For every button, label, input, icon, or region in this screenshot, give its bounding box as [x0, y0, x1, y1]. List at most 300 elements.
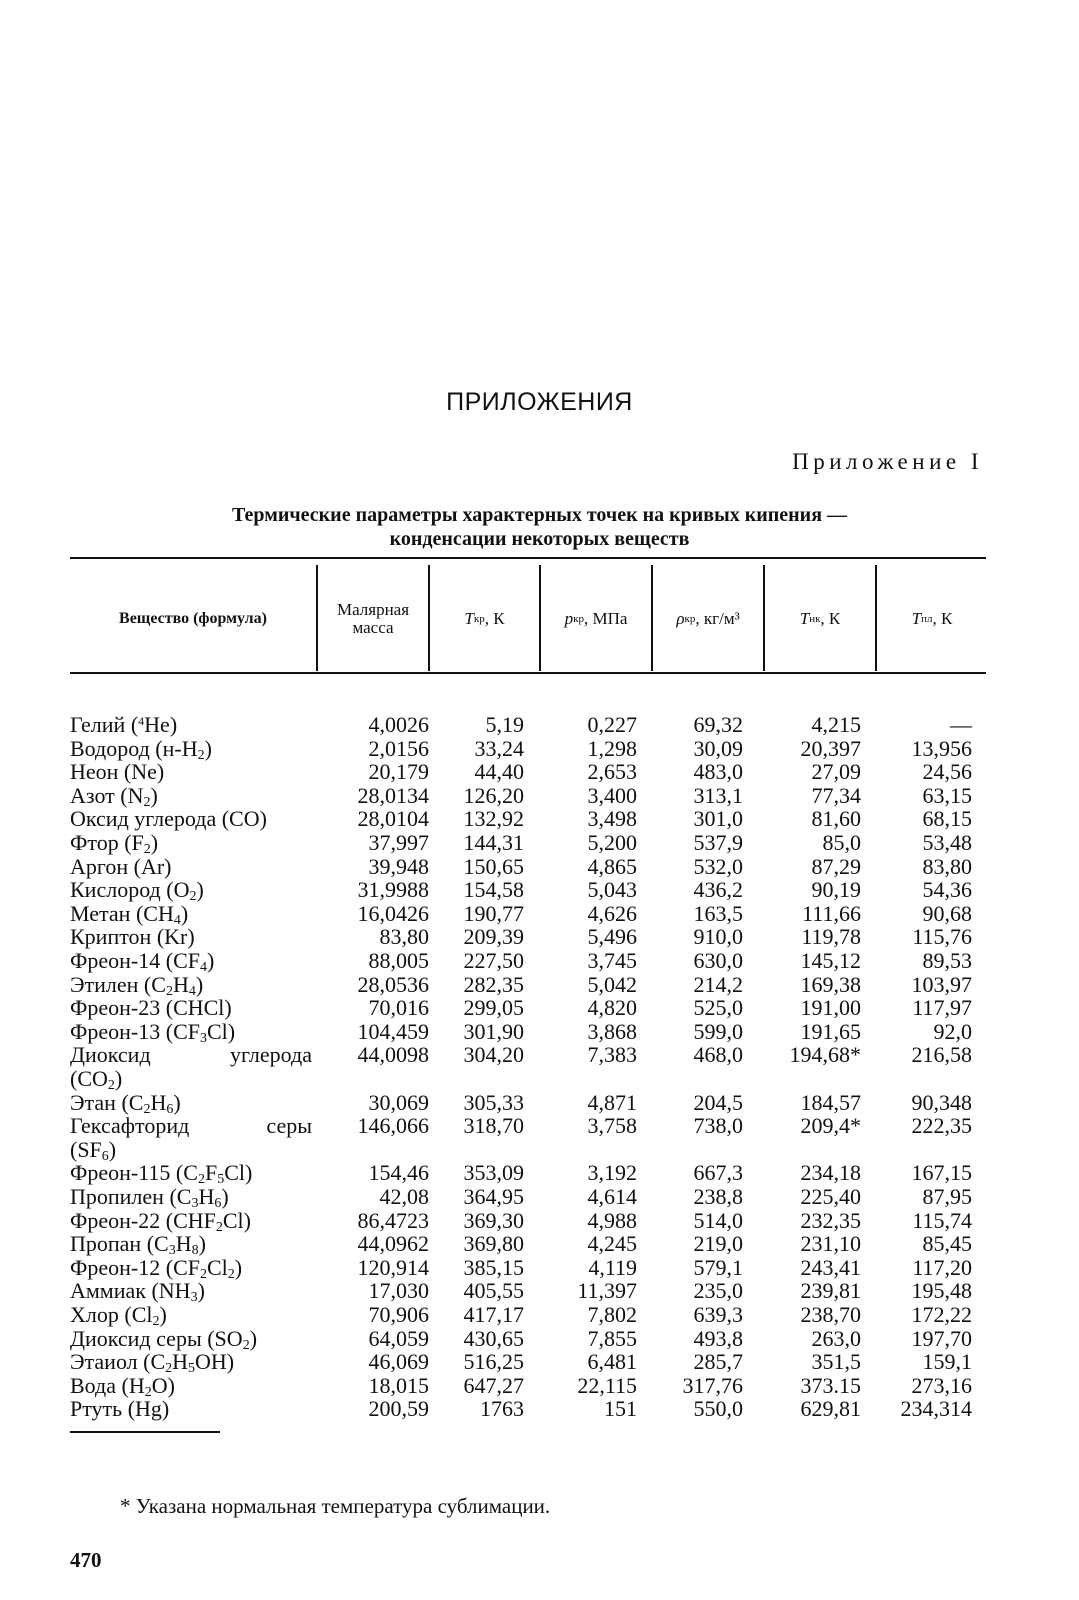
cell-p-cr: 4,245 — [587, 1231, 637, 1256]
cell-t-cr: 150,65 — [463, 854, 524, 879]
substance-name-part: 2 — [165, 984, 173, 999]
substance-name-part: Аммиак (NH — [70, 1278, 191, 1303]
table-row — [0, 855, 1079, 879]
cell-t-nk: 119,78 — [801, 924, 861, 949]
cell-t-nk: 238,70 — [800, 1302, 861, 1327]
table-row — [0, 1114, 1079, 1138]
table-row — [0, 973, 1079, 997]
substance-name-part: 5 — [188, 1361, 196, 1376]
cell-t-nk: 263,0 — [811, 1326, 861, 1351]
substance-name-part: H — [175, 1231, 192, 1256]
cell-rho-cr: 204,5 — [693, 1090, 743, 1115]
cell-p-cr: 4,865 — [587, 854, 637, 879]
cell-p-cr: 1,298 — [587, 736, 637, 761]
substance-name-part: ) — [198, 1231, 206, 1256]
table-title — [0, 503, 1079, 551]
cell-p-cr: 4,820 — [587, 995, 637, 1020]
substance-name-part: 6 — [166, 1102, 174, 1117]
substance-name-part: 8 — [191, 1243, 199, 1258]
table-row — [0, 949, 1079, 973]
cell-molar-mass: 4,0026 — [368, 712, 429, 737]
header-t-cr: T кр , К — [464, 609, 505, 628]
cell-p-cr: 5,043 — [587, 877, 637, 902]
cell-t-cr: 1763 — [480, 1396, 524, 1421]
cell-molar-mass: 18,015 — [368, 1373, 429, 1398]
substance-name — [70, 1397, 169, 1421]
cell-rho-cr: 738,0 — [693, 1113, 743, 1138]
substance-name-part: 3 — [199, 1031, 207, 1046]
cell-molar-mass: 31,9988 — [357, 877, 429, 902]
cell-rho-cr: 235,0 — [693, 1278, 743, 1303]
substance-name-part: ) — [159, 1302, 167, 1327]
substance-name-part: Cl) — [206, 1019, 236, 1044]
substance-name — [70, 760, 164, 784]
page-number: 470 — [70, 1548, 102, 1572]
table-row — [0, 902, 1079, 926]
header-t-pl-symbol: T — [911, 609, 922, 628]
substance-name-part: H — [150, 1090, 167, 1115]
substance-name — [70, 1114, 312, 1138]
cell-t-nk: 184,57 — [800, 1090, 861, 1115]
cell-p-cr: 4,614 — [587, 1184, 637, 1209]
substance-name-part: (SF — [70, 1137, 102, 1162]
table-row — [0, 1256, 1079, 1280]
cell-t-cr: 385,15 — [463, 1255, 524, 1280]
table-title-line-2: конденсации некоторых веществ — [389, 528, 690, 550]
cell-molar-mass: 200,59 — [368, 1396, 429, 1421]
cell-molar-mass: 20,179 — [368, 759, 429, 784]
cell-molar-mass: 39,948 — [368, 854, 429, 879]
table-row — [0, 737, 1079, 761]
header-t-cr-symbol: T — [464, 609, 474, 628]
cell-t-cr: 430,65 — [463, 1326, 524, 1351]
cell-p-cr: 7,802 — [587, 1302, 637, 1327]
cell-rho-cr: 483,0 — [693, 759, 743, 784]
cell-rho-cr: 214,2 — [693, 972, 743, 997]
substance-name-word: Гексафторид — [70, 1113, 190, 1138]
cell-t-pl: 24,56 — [922, 759, 972, 784]
substance-name-part: (CO — [70, 1066, 108, 1091]
cell-t-nk: 145,12 — [800, 948, 861, 973]
substance-name-word: углерода — [230, 1042, 312, 1067]
cell-p-cr: 6,481 — [587, 1349, 637, 1374]
cell-p-cr: 22,115 — [577, 1373, 637, 1398]
substance-name — [70, 1185, 229, 1209]
cell-rho-cr: 579,1 — [693, 1255, 743, 1280]
cell-t-nk: 77,34 — [811, 783, 861, 808]
cell-t-cr: 353,09 — [463, 1160, 524, 1185]
header-p-cr: p кр , МПа — [564, 609, 628, 628]
table-row — [0, 1185, 1079, 1209]
cell-molar-mass: 70,906 — [368, 1302, 429, 1327]
cell-t-cr: 144,31 — [463, 830, 524, 855]
substance-name-part: 2 — [242, 1338, 250, 1353]
cell-p-cr: 3,192 — [587, 1160, 637, 1185]
table-row — [0, 1374, 1079, 1398]
cell-p-cr: 7,855 — [587, 1326, 637, 1351]
substance-name-part: Фреон-115 (C — [70, 1160, 198, 1185]
section-title: ПРИЛОЖЕНИЯ — [446, 388, 633, 416]
cell-molar-mass: 28,0104 — [357, 806, 429, 831]
table-row — [0, 807, 1079, 831]
cell-p-cr: 3,745 — [587, 948, 637, 973]
substance-name — [70, 1091, 181, 1115]
substance-name-part: 2 — [197, 748, 205, 763]
substance-name — [70, 1232, 206, 1256]
cell-molar-mass: 16,0426 — [357, 901, 429, 926]
substance-name-part: 2 — [227, 1267, 235, 1282]
cell-t-cr: 227,50 — [463, 948, 524, 973]
header-molar-mass-line-1: Малярная — [336, 600, 410, 619]
table-row — [0, 1232, 1079, 1256]
cell-molar-mass: 146,066 — [357, 1113, 429, 1138]
cell-t-pl: 197,70 — [911, 1326, 972, 1351]
cell-t-cr: 304,20 — [463, 1042, 524, 1067]
substance-name-part: 6 — [214, 1196, 222, 1211]
cell-molar-mass: 104,459 — [357, 1019, 429, 1044]
cell-t-pl: 159,1 — [922, 1349, 972, 1374]
cell-t-nk: 232,35 — [800, 1208, 861, 1233]
substance-name-part: Оксид углерода (CO) — [70, 806, 267, 831]
substance-name — [70, 713, 177, 737]
cell-t-nk: 373.15 — [800, 1373, 861, 1398]
cell-t-cr: 5,19 — [485, 712, 524, 737]
cell-molar-mass: 2,0156 — [368, 736, 429, 761]
cell-t-pl: 90,68 — [922, 901, 972, 926]
substance-name-part: H — [172, 1349, 189, 1374]
cell-t-pl: 195,48 — [911, 1278, 972, 1303]
cell-t-nk: 81,60 — [811, 806, 861, 831]
substance-name — [70, 1374, 175, 1398]
cell-rho-cr: 514,0 — [693, 1208, 743, 1233]
cell-t-nk: 234,18 — [800, 1160, 861, 1185]
table-row — [0, 1397, 1079, 1421]
substance-name-part: 2 — [143, 1102, 151, 1117]
substance-name-part: H — [172, 972, 189, 997]
substance-name-part: Неон (Ne) — [70, 759, 165, 784]
substance-name-part: He) — [144, 712, 178, 737]
cell-t-pl: 68,15 — [922, 806, 972, 831]
cell-p-cr: 3,498 — [587, 806, 637, 831]
cell-t-pl: 87,95 — [922, 1184, 972, 1209]
cell-rho-cr: 493,8 — [693, 1326, 743, 1351]
substance-name — [70, 1020, 235, 1044]
cell-t-nk: 20,397 — [800, 736, 861, 761]
table-row — [0, 1209, 1079, 1233]
cell-p-cr: 3,758 — [587, 1113, 637, 1138]
header-substance — [70, 567, 316, 671]
cell-p-cr: 7,383 — [587, 1042, 637, 1067]
substance-name-part: Азот (N — [70, 783, 144, 808]
substance-name-part: 2 — [143, 842, 151, 857]
substance-name — [70, 1350, 234, 1374]
cell-t-cr: 154,58 — [463, 877, 524, 902]
substance-name-part: 2 — [197, 1172, 205, 1187]
cell-t-pl: 13,956 — [911, 736, 972, 761]
substance-name — [70, 1327, 257, 1351]
substance-name — [70, 1138, 116, 1162]
cell-rho-cr: 317,76 — [682, 1373, 743, 1398]
cell-t-cr: 318,70 — [463, 1113, 524, 1138]
cell-molar-mass: 83,80 — [379, 924, 429, 949]
substance-name-word: серы — [266, 1113, 312, 1138]
substance-name-part: Фреон-12 (CF — [70, 1255, 200, 1280]
substance-name-part: ) — [221, 1184, 229, 1209]
cell-rho-cr: 238,8 — [693, 1184, 743, 1209]
substance-name-part: H — [198, 1184, 215, 1209]
cell-t-pl: 89,53 — [922, 948, 972, 973]
table-row — [0, 784, 1079, 808]
substance-name-part: ) — [108, 1137, 117, 1162]
cell-t-cr: 405,55 — [463, 1278, 524, 1303]
substance-name-part: F — [204, 1160, 218, 1185]
cell-p-cr: 5,496 — [587, 924, 637, 949]
cell-t-nk: 191,65 — [800, 1019, 861, 1044]
cell-t-pl: 117,20 — [912, 1255, 972, 1280]
header-rho-cr-unit: , кг/м³ — [695, 609, 740, 628]
cell-t-nk: 231,10 — [800, 1231, 861, 1256]
cell-t-pl: 83,80 — [922, 854, 972, 879]
substance-name-part: Ртуть (Hg) — [70, 1396, 170, 1421]
cell-t-pl: 273,16 — [911, 1373, 972, 1398]
cell-t-pl: — — [950, 712, 972, 737]
table-row — [0, 713, 1079, 737]
cell-t-cr: 364,95 — [463, 1184, 524, 1209]
substance-name — [70, 737, 212, 761]
cell-molar-mass: 120,914 — [357, 1255, 429, 1280]
cell-t-pl: 90,348 — [911, 1090, 972, 1115]
substance-name — [70, 1067, 122, 1091]
substance-name-part: 4 — [173, 913, 181, 928]
substance-name — [70, 855, 172, 879]
substance-name-part: 4 — [188, 984, 196, 999]
cell-molar-mass: 70,016 — [368, 995, 429, 1020]
cell-t-pl: 167,15 — [911, 1160, 972, 1185]
header-t-nk-symbol: T — [799, 609, 810, 628]
header-t-nk: T нк , К — [799, 609, 841, 628]
substance-name-part: Аргон (Ar) — [70, 854, 172, 879]
substance-name-part: OH) — [195, 1349, 235, 1374]
substance-name-part: Метан (CH — [70, 901, 174, 926]
cell-rho-cr: 69,32 — [693, 712, 743, 737]
cell-t-nk: 225,40 — [800, 1184, 861, 1209]
cell-rho-cr: 667,3 — [693, 1160, 743, 1185]
substance-name — [70, 996, 232, 1020]
header-substance-label: Вещество (формула) — [119, 610, 267, 627]
substance-name-part: ) — [114, 1066, 123, 1091]
cell-t-cr: 33,24 — [474, 736, 524, 761]
substance-name-part: Cl) — [224, 1160, 253, 1185]
substance-name-part: ) — [150, 830, 159, 855]
cell-rho-cr: 525,0 — [693, 995, 743, 1020]
substance-name-part: Пропан (C — [70, 1231, 169, 1256]
cell-p-cr: 2,653 — [587, 759, 637, 784]
cell-p-cr: 3,400 — [587, 783, 637, 808]
header-p-cr-symbol: p — [564, 609, 574, 628]
substance-name-part: Криптон (Kr) — [70, 924, 195, 949]
substance-name-part: 2 — [143, 795, 151, 810]
substance-name-part: 3 — [191, 1196, 199, 1211]
substance-name-part: Вода (H — [70, 1373, 145, 1398]
substance-name-part: Хлор (Cl — [70, 1302, 153, 1327]
substance-name-part: 4 — [199, 960, 207, 975]
substance-name-part: ) — [195, 972, 204, 997]
cell-molar-mass: 46,069 — [368, 1349, 429, 1374]
cell-t-cr: 417,17 — [463, 1302, 524, 1327]
substance-name-part: O) — [151, 1373, 175, 1398]
cell-molar-mass: 37,997 — [368, 830, 429, 855]
cell-t-pl: 54,36 — [922, 877, 972, 902]
substance-name — [70, 1279, 205, 1303]
cell-rho-cr: 550,0 — [693, 1396, 743, 1421]
cell-rho-cr: 163,5 — [693, 901, 743, 926]
table-row — [0, 878, 1079, 902]
table-row — [0, 1279, 1079, 1303]
cell-t-pl: 216,58 — [911, 1042, 972, 1067]
cell-molar-mass: 154,46 — [368, 1160, 429, 1185]
cell-t-nk: 87,29 — [811, 854, 861, 879]
table-top-rule — [70, 557, 986, 559]
cell-molar-mass: 28,0536 — [357, 972, 429, 997]
cell-molar-mass: 86,4723 — [357, 1208, 429, 1233]
substance-name — [70, 878, 204, 902]
cell-t-nk: 209,4* — [800, 1113, 861, 1138]
substance-name-part: ) — [173, 1090, 181, 1115]
substance-name-word: Диоксид — [70, 1042, 151, 1067]
cell-rho-cr: 436,2 — [693, 877, 743, 902]
header-t-nk-unit: , К — [820, 609, 841, 628]
cell-t-nk: 4,215 — [811, 712, 861, 737]
cell-molar-mass: 64,059 — [368, 1326, 429, 1351]
cell-t-cr: 126,20 — [463, 783, 524, 808]
header-p-cr-unit: , МПа — [583, 609, 628, 628]
substance-name-part: 6 — [101, 1149, 109, 1164]
substance-name — [70, 1161, 252, 1185]
cell-molar-mass: 17,030 — [368, 1278, 429, 1303]
table-row — [0, 925, 1079, 949]
substance-name — [70, 1043, 312, 1067]
cell-rho-cr: 630,0 — [693, 948, 743, 973]
header-rho-cr-symbol: ρ — [676, 609, 685, 628]
cell-t-cr: 301,90 — [463, 1019, 524, 1044]
cell-molar-mass: 30,069 — [368, 1090, 429, 1115]
cell-t-pl: 103,97 — [911, 972, 972, 997]
substance-name-part: Водород (н-H — [70, 736, 198, 761]
cell-rho-cr: 313,1 — [693, 783, 743, 808]
cell-t-nk: 111,66 — [802, 901, 861, 926]
substance-name-part: 2 — [189, 889, 197, 904]
cell-t-cr: 44,40 — [474, 759, 524, 784]
cell-t-cr: 305,33 — [463, 1090, 524, 1115]
cell-p-cr: 11,397 — [577, 1278, 637, 1303]
header-t-pl: T пл , К — [911, 609, 953, 628]
table-row — [0, 831, 1079, 855]
cell-p-cr: 4,871 — [587, 1090, 637, 1115]
substance-name-part: Фреон-14 (CF — [70, 948, 200, 973]
cell-t-pl: 63,15 — [922, 783, 972, 808]
cell-t-cr: 190,77 — [463, 901, 524, 926]
substance-name-part: 2 — [165, 1361, 173, 1376]
substance-name-part: 3 — [190, 1290, 198, 1305]
cell-rho-cr: 219,0 — [693, 1231, 743, 1256]
substance-name — [70, 831, 158, 855]
substance-name-part: 4 — [138, 714, 145, 728]
substance-name — [70, 949, 214, 973]
cell-t-pl: 234,314 — [900, 1396, 972, 1421]
substance-name-part: ) — [204, 736, 212, 761]
substance-name-part: Фреон-22 (CHF — [70, 1208, 216, 1233]
header-molar-mass — [318, 567, 428, 671]
cell-t-nk: 194,68* — [789, 1042, 861, 1067]
substance-name — [70, 973, 203, 997]
cell-t-nk: 191,00 — [800, 995, 861, 1020]
cell-t-cr: 299,05 — [463, 995, 524, 1020]
substance-name-part: 2 — [152, 1314, 160, 1329]
substance-name-part: 2 — [215, 1220, 223, 1235]
substance-name-part: Этилен (C — [70, 972, 166, 997]
cell-rho-cr: 301,0 — [693, 806, 743, 831]
cell-rho-cr: 532,0 — [693, 854, 743, 879]
cell-molar-mass: 44,0098 — [357, 1042, 429, 1067]
substance-name — [70, 925, 195, 949]
cell-p-cr: 5,200 — [587, 830, 637, 855]
table-row — [0, 1161, 1079, 1185]
substance-name-part: 3 — [168, 1243, 176, 1258]
substance-name-part: ) — [180, 901, 189, 926]
cell-p-cr: 3,868 — [587, 1019, 637, 1044]
cell-p-cr: 4,119 — [588, 1255, 637, 1280]
substance-name-part: Пропилен (C — [70, 1184, 192, 1209]
substance-name — [70, 807, 267, 831]
cell-t-cr: 209,39 — [463, 924, 524, 949]
cell-molar-mass: 42,08 — [379, 1184, 429, 1209]
cell-p-cr: 0,227 — [587, 712, 637, 737]
table-row — [0, 996, 1079, 1020]
substance-name — [70, 1256, 242, 1280]
substance-name-part: ) — [206, 948, 215, 973]
substance-name-part: Этаиол (C — [70, 1349, 166, 1374]
header-t-cr-unit: , К — [484, 609, 505, 628]
cell-t-nk: 169,38 — [800, 972, 861, 997]
substance-name-part: Фтор (F — [70, 830, 144, 855]
substance-name-part: Гелий ( — [70, 712, 139, 737]
cell-t-cr: 369,80 — [463, 1231, 524, 1256]
substance-name-part: Диоксид серы (SO — [70, 1326, 243, 1351]
cell-t-pl: 92,0 — [933, 1019, 972, 1044]
substance-name-part: ) — [234, 1255, 243, 1280]
cell-p-cr: 151 — [604, 1396, 637, 1421]
table-row — [0, 1350, 1079, 1374]
substance-name — [70, 784, 158, 808]
table-row — [0, 1303, 1079, 1327]
substance-name — [70, 1303, 167, 1327]
cell-t-cr: 647,27 — [463, 1373, 524, 1398]
cell-t-nk: 243,41 — [800, 1255, 861, 1280]
table-row — [0, 1043, 1079, 1067]
substance-name-part: Фреон-23 (CHCl) — [70, 995, 232, 1020]
cell-rho-cr: 468,0 — [693, 1042, 743, 1067]
substance-name — [70, 1209, 251, 1233]
table-row — [0, 760, 1079, 784]
cell-rho-cr: 285,7 — [693, 1349, 743, 1374]
cell-t-pl: 85,45 — [922, 1231, 972, 1256]
cell-molar-mass: 28,0134 — [357, 783, 429, 808]
cell-molar-mass: 88,005 — [368, 948, 429, 973]
cell-t-nk: 351,5 — [811, 1349, 861, 1374]
substance-name-part: Этан (C — [70, 1090, 144, 1115]
substance-name-part: ) — [196, 877, 204, 902]
cell-t-pl: 222,35 — [911, 1113, 972, 1138]
